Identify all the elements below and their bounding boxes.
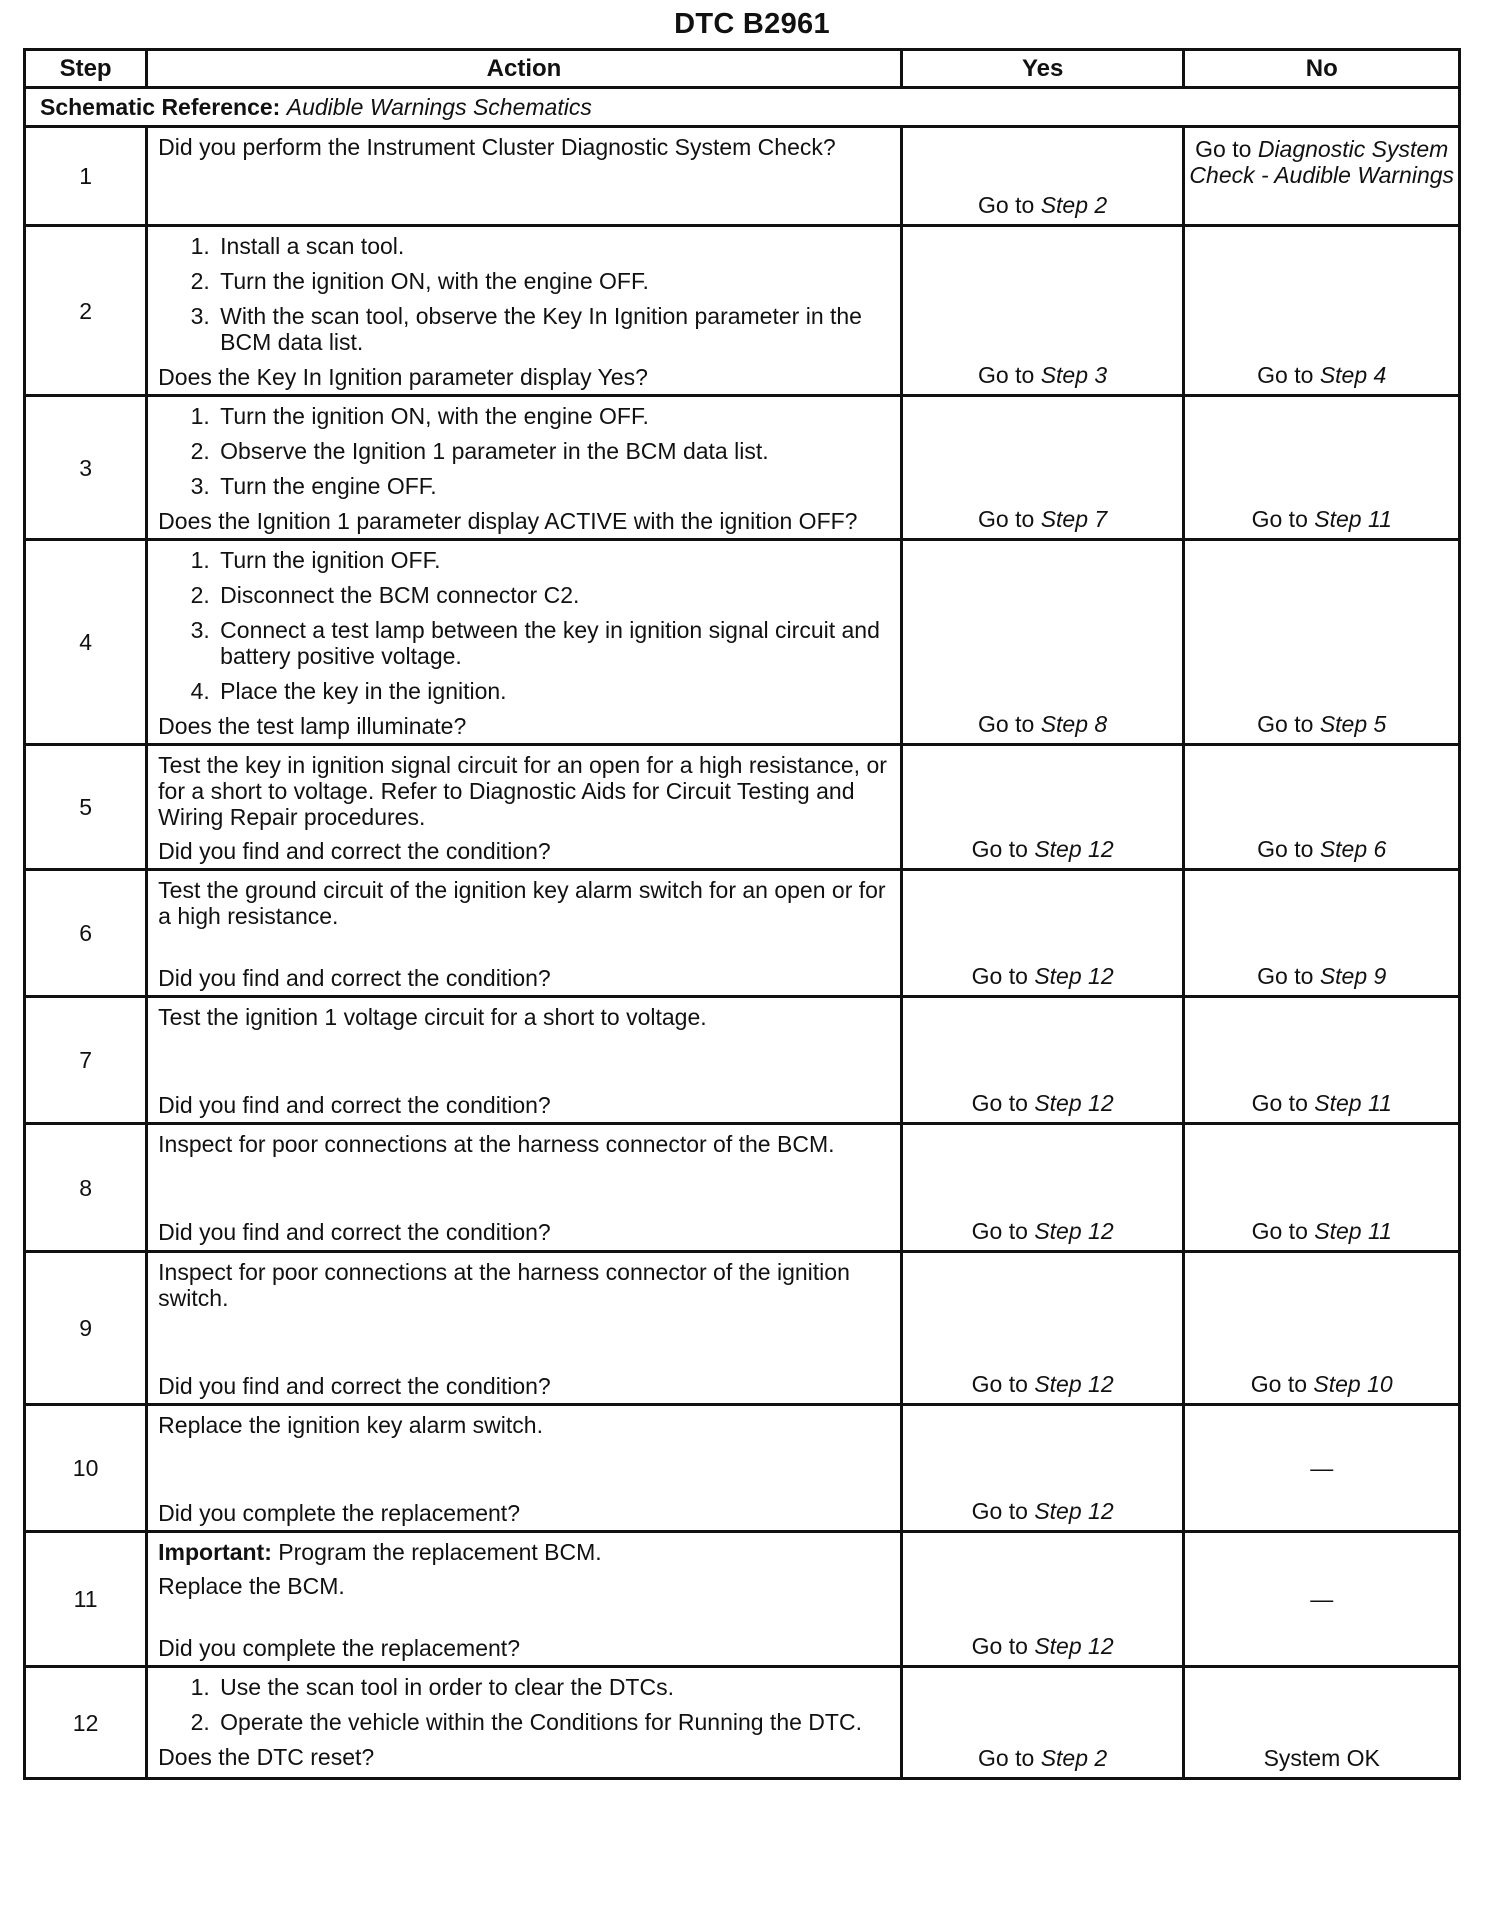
action-steps-list — [158, 403, 890, 499]
step-number: 12 — [25, 1667, 147, 1779]
no-dash: — — [1310, 1586, 1334, 1612]
yes-go-to: Go to — [978, 362, 1035, 388]
action-step-item: 2. Operate the vehicle within the Conditions for Running the DTC. — [216, 1709, 890, 1735]
action-steps-list — [158, 233, 890, 355]
no-cell — [1184, 226, 1460, 396]
action-step-item: 1. Turn the ignition ON, with the engine OFF. — [216, 403, 890, 429]
no-go-to: Go to — [1195, 136, 1252, 162]
no-cell — [1184, 540, 1460, 745]
yes-step-link[interactable]: Step 2 — [1040, 1745, 1108, 1771]
no-go-to: Go to — [1257, 711, 1314, 737]
action-cell — [147, 1405, 902, 1532]
yes-go-to: Go to — [971, 1090, 1028, 1116]
schematic-reference-label: Schematic Reference: — [40, 94, 281, 120]
action-cell — [147, 1667, 902, 1779]
action-text: Test the key in ignition signal circuit for an open for a high resistance, or for a short to voltage. Refer to Diagnostic Aids for Circuit Testing and Wiring Repair procedures. — [158, 752, 887, 830]
action-text: Inspect for poor connections at the harness connector of the ignition switch. — [158, 1259, 850, 1311]
yes-cell — [901, 1252, 1184, 1405]
no-go-to: Go to — [1251, 506, 1308, 532]
schematic-reference-row — [25, 88, 1460, 127]
page-title: DTC B2961 — [674, 8, 830, 40]
step-number: 9 — [25, 1252, 147, 1405]
yes-step-link[interactable]: Step 3 — [1040, 362, 1108, 388]
no-cell — [1184, 396, 1460, 540]
yes-step-link[interactable]: Step 8 — [1040, 711, 1108, 737]
no-go-to: Go to — [1257, 362, 1314, 388]
yes-go-to: Go to — [971, 1218, 1028, 1244]
yes-step-link[interactable]: Step 12 — [1034, 1498, 1114, 1524]
action-text: Inspect for poor connections at the harness connector of the BCM. — [158, 1131, 835, 1157]
no-cell — [1184, 870, 1460, 997]
schematic-reference — [25, 88, 1460, 127]
no-step-link[interactable]: Step 10 — [1313, 1371, 1393, 1397]
header-step: Step — [25, 50, 147, 88]
no-step-link[interactable]: Step 9 — [1319, 963, 1387, 989]
no-go-to: Go to — [1257, 963, 1314, 989]
header-action: Action — [147, 50, 902, 88]
no-go-to: Go to — [1257, 836, 1314, 862]
step-number: 5 — [25, 745, 147, 870]
no-cell — [1184, 1532, 1460, 1667]
action-question: Does the DTC reset? — [158, 1744, 375, 1770]
table-row — [25, 870, 1460, 997]
step-number: 10 — [25, 1405, 147, 1532]
yes-step-link[interactable]: Step 7 — [1040, 506, 1108, 532]
header-no: No — [1184, 50, 1460, 88]
action-step-item: 3. With the scan tool, observe the Key In Ignition parameter in the BCM data list. — [216, 303, 890, 355]
action-step-item: 4. Place the key in the ignition. — [216, 678, 890, 704]
yes-step-link[interactable]: Step 12 — [1034, 1633, 1114, 1659]
yes-cell — [901, 396, 1184, 540]
table-row — [25, 1124, 1460, 1252]
action-cell — [147, 226, 902, 396]
action-text: Test the ignition 1 voltage circuit for a short to voltage. — [158, 1004, 707, 1030]
important-label: Important: — [158, 1539, 272, 1565]
action-steps-list — [158, 547, 890, 704]
action-question: Did you find and correct the condition? — [158, 1219, 551, 1245]
no-cell — [1184, 745, 1460, 870]
action-steps-list — [158, 1674, 890, 1735]
yes-cell — [901, 997, 1184, 1124]
yes-step-link[interactable]: Step 12 — [1034, 1371, 1114, 1397]
action-cell — [147, 745, 902, 870]
yes-go-to: Go to — [971, 963, 1028, 989]
action-text: Did you perform the Instrument Cluster Diagnostic System Check? — [158, 134, 836, 160]
action-question: Does the Ignition 1 parameter display ACTIVE with the ignition OFF? — [158, 508, 858, 534]
yes-go-to: Go to — [971, 1498, 1028, 1524]
no-cell — [1184, 1667, 1460, 1779]
no-reference-link[interactable]: Diagnostic System Check - Audible Warnings — [1189, 136, 1455, 188]
action-step-item: 3. Turn the engine OFF. — [216, 473, 890, 499]
header-yes: Yes — [901, 50, 1184, 88]
no-go-to: Go to — [1251, 1218, 1308, 1244]
action-question: Did you complete the replacement? — [158, 1500, 520, 1526]
action-question: Did you find and correct the condition? — [158, 1373, 551, 1399]
no-step-link[interactable]: Step 11 — [1314, 1090, 1392, 1116]
yes-cell — [901, 1667, 1184, 1779]
action-text: Replace the ignition key alarm switch. — [158, 1412, 543, 1438]
action-cell — [147, 1532, 902, 1667]
action-cell — [147, 870, 902, 997]
no-cell — [1184, 127, 1460, 226]
yes-step-link[interactable]: Step 12 — [1034, 1218, 1114, 1244]
table-row — [25, 1667, 1460, 1779]
no-cell — [1184, 1124, 1460, 1252]
yes-cell — [901, 1532, 1184, 1667]
action-step-item: 1. Turn the ignition OFF. — [216, 547, 890, 573]
yes-go-to: Go to — [971, 1633, 1028, 1659]
yes-go-to: Go to — [978, 711, 1035, 737]
yes-go-to: Go to — [971, 836, 1028, 862]
action-question: Did you find and correct the condition? — [158, 1092, 551, 1118]
yes-step-link[interactable]: Step 12 — [1034, 1090, 1114, 1116]
table-row — [25, 396, 1460, 540]
header-row — [25, 50, 1460, 88]
no-result-text: System OK — [1263, 1745, 1380, 1771]
action-step-item: 2. Observe the Ignition 1 parameter in the BCM data list. — [216, 438, 890, 464]
yes-step-link[interactable]: Step 12 — [1034, 963, 1114, 989]
table-row — [25, 1532, 1460, 1667]
action-text: Replace the BCM. — [158, 1573, 345, 1599]
table-row — [25, 1252, 1460, 1405]
action-cell — [147, 1124, 902, 1252]
no-go-to: Go to — [1251, 1090, 1308, 1116]
action-step-item: 2. Turn the ignition ON, with the engine OFF. — [216, 268, 890, 294]
action-text: Test the ground circuit of the ignition key alarm switch for an open or for a high resistance. — [158, 877, 886, 929]
no-step-link[interactable]: Step 5 — [1319, 711, 1387, 737]
no-step-link[interactable]: Step 4 — [1319, 362, 1387, 388]
step-number: 4 — [25, 540, 147, 745]
action-question: Does the Key In Ignition parameter display Yes? — [158, 364, 648, 390]
no-step-link[interactable]: Step 6 — [1319, 836, 1387, 862]
action-step-item: 1. Use the scan tool in order to clear the DTCs. — [216, 1674, 890, 1700]
action-step-item: 2. Disconnect the BCM connector C2. — [216, 582, 890, 608]
table-row — [25, 226, 1460, 396]
step-number: 6 — [25, 870, 147, 997]
yes-go-to: Go to — [978, 506, 1035, 532]
table-row — [25, 997, 1460, 1124]
action-step-item: 1. Install a scan tool. — [216, 233, 890, 259]
no-step-link[interactable]: Step 11 — [1314, 1218, 1392, 1244]
table-row — [25, 127, 1460, 226]
action-cell — [147, 127, 902, 226]
yes-cell — [901, 1124, 1184, 1252]
action-cell — [147, 1252, 902, 1405]
yes-cell — [901, 870, 1184, 997]
no-dash: — — [1310, 1455, 1334, 1481]
table-row — [25, 540, 1460, 745]
important-text: Program the replacement BCM. — [278, 1539, 602, 1565]
table-row — [25, 1405, 1460, 1532]
no-step-link[interactable]: Step 11 — [1314, 506, 1392, 532]
action-question: Did you find and correct the condition? — [158, 965, 551, 991]
yes-cell — [901, 226, 1184, 396]
table-row — [25, 745, 1460, 870]
step-number: 3 — [25, 396, 147, 540]
action-step-item: 3. Connect a test lamp between the key in ignition signal circuit and battery positive voltage. — [216, 617, 890, 669]
action-question: Does the test lamp illuminate? — [158, 713, 467, 739]
yes-go-to: Go to — [971, 1371, 1028, 1397]
action-cell — [147, 396, 902, 540]
yes-cell — [901, 540, 1184, 745]
important-note — [158, 1539, 890, 1565]
step-number: 7 — [25, 997, 147, 1124]
yes-cell — [901, 1405, 1184, 1532]
no-cell — [1184, 997, 1460, 1124]
yes-step-link[interactable]: Step 12 — [1034, 836, 1114, 862]
no-go-to: Go to — [1250, 1371, 1308, 1397]
action-cell — [147, 997, 902, 1124]
step-number: 11 — [25, 1532, 147, 1667]
step-number: 2 — [25, 226, 147, 396]
step-number: 8 — [25, 1124, 147, 1252]
diagnostic-table — [23, 48, 1461, 1780]
yes-cell — [901, 745, 1184, 870]
action-question: Did you find and correct the condition? — [158, 838, 551, 864]
yes-go-to: Go to — [978, 1745, 1035, 1771]
step-number: 1 — [25, 127, 147, 226]
schematic-reference-value: Audible Warnings Schematics — [286, 94, 592, 120]
yes-cell — [901, 127, 1184, 226]
action-cell — [147, 540, 902, 745]
no-cell — [1184, 1252, 1460, 1405]
yes-go-to: Go to — [978, 192, 1035, 218]
no-cell — [1184, 1405, 1460, 1532]
action-question: Did you complete the replacement? — [158, 1635, 520, 1661]
yes-step-link[interactable]: Step 2 — [1040, 192, 1108, 218]
